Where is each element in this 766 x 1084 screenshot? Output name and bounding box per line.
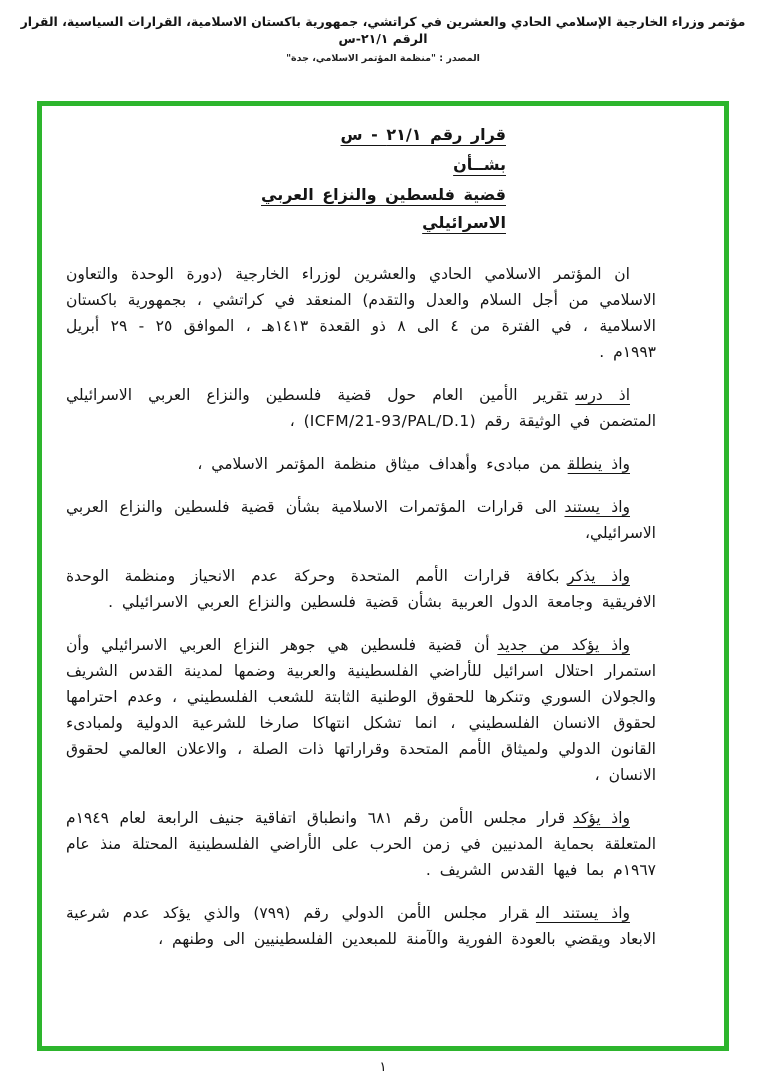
- resolution-number: قرار رقم ٢١/١ - س: [340, 125, 506, 144]
- resolution-body: [66, 261, 656, 952]
- paragraph-lead: واذ يستند الى: [535, 904, 630, 922]
- resolution-subject: قضية فلسطين والنزاع العربي الاسرائيلي: [261, 185, 506, 232]
- paragraph: [66, 451, 656, 477]
- paragraph-lead: واذ يؤكد من جديد: [497, 636, 630, 654]
- paragraph-text: قرار مجلس الأمن رقم ٦٨١ وانطباق اتفاقية جنيف الرابعة لعام ١٩٤٩م المتعلقة بحماية المدنيين في زمن الحرب على الأراضي الفلسطينية المحتلة منذ عام ١٩٦٧م بما فيها القدس الشريف .: [66, 809, 656, 879]
- paragraph-text: ان المؤتمر الاسلامي الحادي والعشرين لوزراء الخارجية (دورة الوحدة والتعاون الاسلامي من أجل السلام والعدل والتقدم) المنعقد في كراتشي ، بجمهورية باكستان الاسلامية ، في الفترة من ٤ الى ٨ ذو القعدة ١٤١٣هـ ، الموافق ٢٥ - ٢٩ أبريل ١٩٩٣م .: [66, 265, 656, 361]
- document-citation: مؤتمر وزراء الخارجية الإسلامي الحادي والعشرين في كراتشي، جمهورية باكستان الاسلامية، القرارات السياسية، القرار الرقم ٢١/١-س: [20, 14, 746, 46]
- page-number: ١: [379, 1059, 387, 1075]
- paragraph-lead: واذ يذكر: [567, 567, 630, 585]
- paragraph: [66, 261, 656, 365]
- paragraph: [66, 494, 656, 546]
- paragraph-text: تقرير الأمين العام حول قضية فلسطين والنزاع العربي الاسرائيلي المتضمن في الوثيقة رقم (ICFM/21-93/PAL/D.1) ،: [66, 386, 656, 430]
- paragraph-text: الى قرارات المؤتمرات الاسلامية بشأن قضية فلسطين والنزاع العربي الاسرائيلي،: [66, 498, 656, 542]
- paragraph: [66, 563, 656, 615]
- paragraph: [66, 382, 656, 434]
- paragraph-lead: واذ يستند: [564, 498, 630, 516]
- paragraph-text: من مبادىء وأهداف ميثاق منظمة المؤتمر الاسلامي ،: [197, 455, 560, 473]
- regarding-label: بشــأن: [453, 155, 506, 174]
- paragraph-text: أن قضية فلسطين هي جوهر النزاع العربي الاسرائيلي وأن استمرار احتلال اسرائيل للأراضي الفلسطينية والعربية وضمها لمدينة القدس الشريف والجولان السوري وتنكرها للحقوق الوطنية الثابتة للشعب الفلسطيني ، وعدم احترامها لحقوق الانسان الفلسطيني ، انما تشكل انتهاكا صارخا للشرعية الدولية ولمبادىء القانون الدولي ولميثاق الأمم المتحدة وقراراتها ذات الصلة ، والاعلان العالمي لحقوق الانسان ،: [66, 636, 656, 784]
- resolution-title-block: [226, 121, 506, 237]
- paragraph: [66, 900, 656, 952]
- paragraph: [66, 805, 656, 883]
- source-note: المصدر : "منظمة المؤتمر الاسلامي، جدة": [286, 53, 480, 64]
- paragraph: [66, 632, 656, 788]
- document-frame: [37, 101, 729, 1051]
- paragraph-text: قرار مجلس الأمن الدولي رقم (٧٩٩) والذي يؤكد عدم شرعية الابعاد ويقضي بالعودة الفورية والآمنة للمبعدين الفلسطينيين الى وطنهم ،: [66, 904, 656, 948]
- document-header: [0, 0, 766, 64]
- paragraph-lead: واذ ينطلق: [567, 455, 630, 473]
- paragraph-lead: اذ درس: [575, 386, 630, 404]
- paragraph-lead: واذ يؤكد: [572, 809, 630, 827]
- paragraph-text: بكافة قرارات الأمم المتحدة وحركة عدم الانحياز ومنظمة الوحدة الافريقية وجامعة الدول العربية بشأن قضية فلسطين والنزاع العربي الاسرائيلي .: [66, 567, 656, 611]
